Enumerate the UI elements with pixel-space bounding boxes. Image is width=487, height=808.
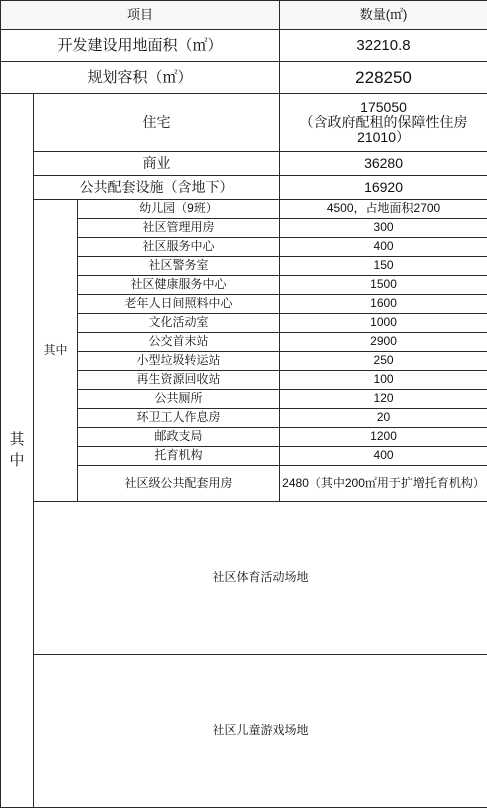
sub-group-label: 其中 bbox=[34, 200, 78, 502]
main-item-value: 175050 （含政府配租的保障性住房 21010） bbox=[280, 94, 487, 152]
facility-label: 再生资源回收站 bbox=[78, 371, 280, 390]
main-item-label: 商业 bbox=[34, 152, 280, 176]
main-item-label: 住宅 bbox=[34, 94, 280, 152]
main-item-row bbox=[1, 94, 487, 152]
summary-value: 228250 bbox=[280, 62, 487, 94]
facility-label: 社区管理用房 bbox=[78, 219, 280, 238]
header-item: 项目 bbox=[1, 1, 280, 30]
group-label-text: 其中 bbox=[9, 429, 25, 471]
facility-row bbox=[1, 200, 487, 219]
summary-label: 开发建设用地面积（㎡） bbox=[1, 30, 280, 62]
facility-value: 400 bbox=[280, 238, 487, 257]
summary-row bbox=[1, 62, 487, 94]
facility-value: 100 bbox=[280, 371, 487, 390]
main-item-value: 36280 bbox=[280, 152, 487, 176]
facility-value: 2900 bbox=[280, 333, 487, 352]
facility-value: 300 bbox=[280, 219, 487, 238]
summary-label: 规划容积（㎡） bbox=[1, 62, 280, 94]
facility-label: 社区级公共配套用房 bbox=[78, 466, 280, 502]
facility-label: 小型垃圾转运站 bbox=[78, 352, 280, 371]
facility-value: 1000 bbox=[280, 314, 487, 333]
facility-label: 社区服务中心 bbox=[78, 238, 280, 257]
facility-value: 250 bbox=[280, 352, 487, 371]
group-label bbox=[1, 94, 34, 808]
facility-value: 2480（其中200㎡用于扩增托育机构） bbox=[280, 466, 487, 502]
header-qty: 数量(㎡) bbox=[280, 1, 487, 30]
facility-value: 150 bbox=[280, 257, 487, 276]
main-item-row bbox=[1, 152, 487, 176]
main-item-label: 公共配套设施（含地下） bbox=[34, 176, 280, 200]
facility-value: 20 bbox=[280, 409, 487, 428]
facility-label: 文化活动室 bbox=[78, 314, 280, 333]
footer-label: 社区体育活动场地 bbox=[34, 502, 487, 655]
footer-label: 社区儿童游戏场地 bbox=[34, 654, 487, 807]
facility-label: 公共厕所 bbox=[78, 390, 280, 409]
facility-value: 1600 bbox=[280, 295, 487, 314]
facility-label: 公交首末站 bbox=[78, 333, 280, 352]
main-item-row bbox=[1, 176, 487, 200]
facility-label: 社区警务室 bbox=[78, 257, 280, 276]
facility-label: 环卫工人作息房 bbox=[78, 409, 280, 428]
footer-row bbox=[1, 654, 487, 807]
facility-label: 幼儿园（9班） bbox=[78, 200, 280, 219]
footer-row bbox=[1, 502, 487, 655]
header-row bbox=[1, 1, 487, 30]
summary-row bbox=[1, 30, 487, 62]
facility-label: 托育机构 bbox=[78, 447, 280, 466]
facility-value: 1200 bbox=[280, 428, 487, 447]
facility-label: 老年人日间照料中心 bbox=[78, 295, 280, 314]
facility-value: 400 bbox=[280, 447, 487, 466]
main-item-value: 16920 bbox=[280, 176, 487, 200]
summary-value: 32210.8 bbox=[280, 30, 487, 62]
facility-value: 1500 bbox=[280, 276, 487, 295]
facility-value: 4500，占地面积2700 bbox=[280, 200, 487, 219]
facility-label: 社区健康服务中心 bbox=[78, 276, 280, 295]
facility-label: 邮政支局 bbox=[78, 428, 280, 447]
facility-value: 120 bbox=[280, 390, 487, 409]
